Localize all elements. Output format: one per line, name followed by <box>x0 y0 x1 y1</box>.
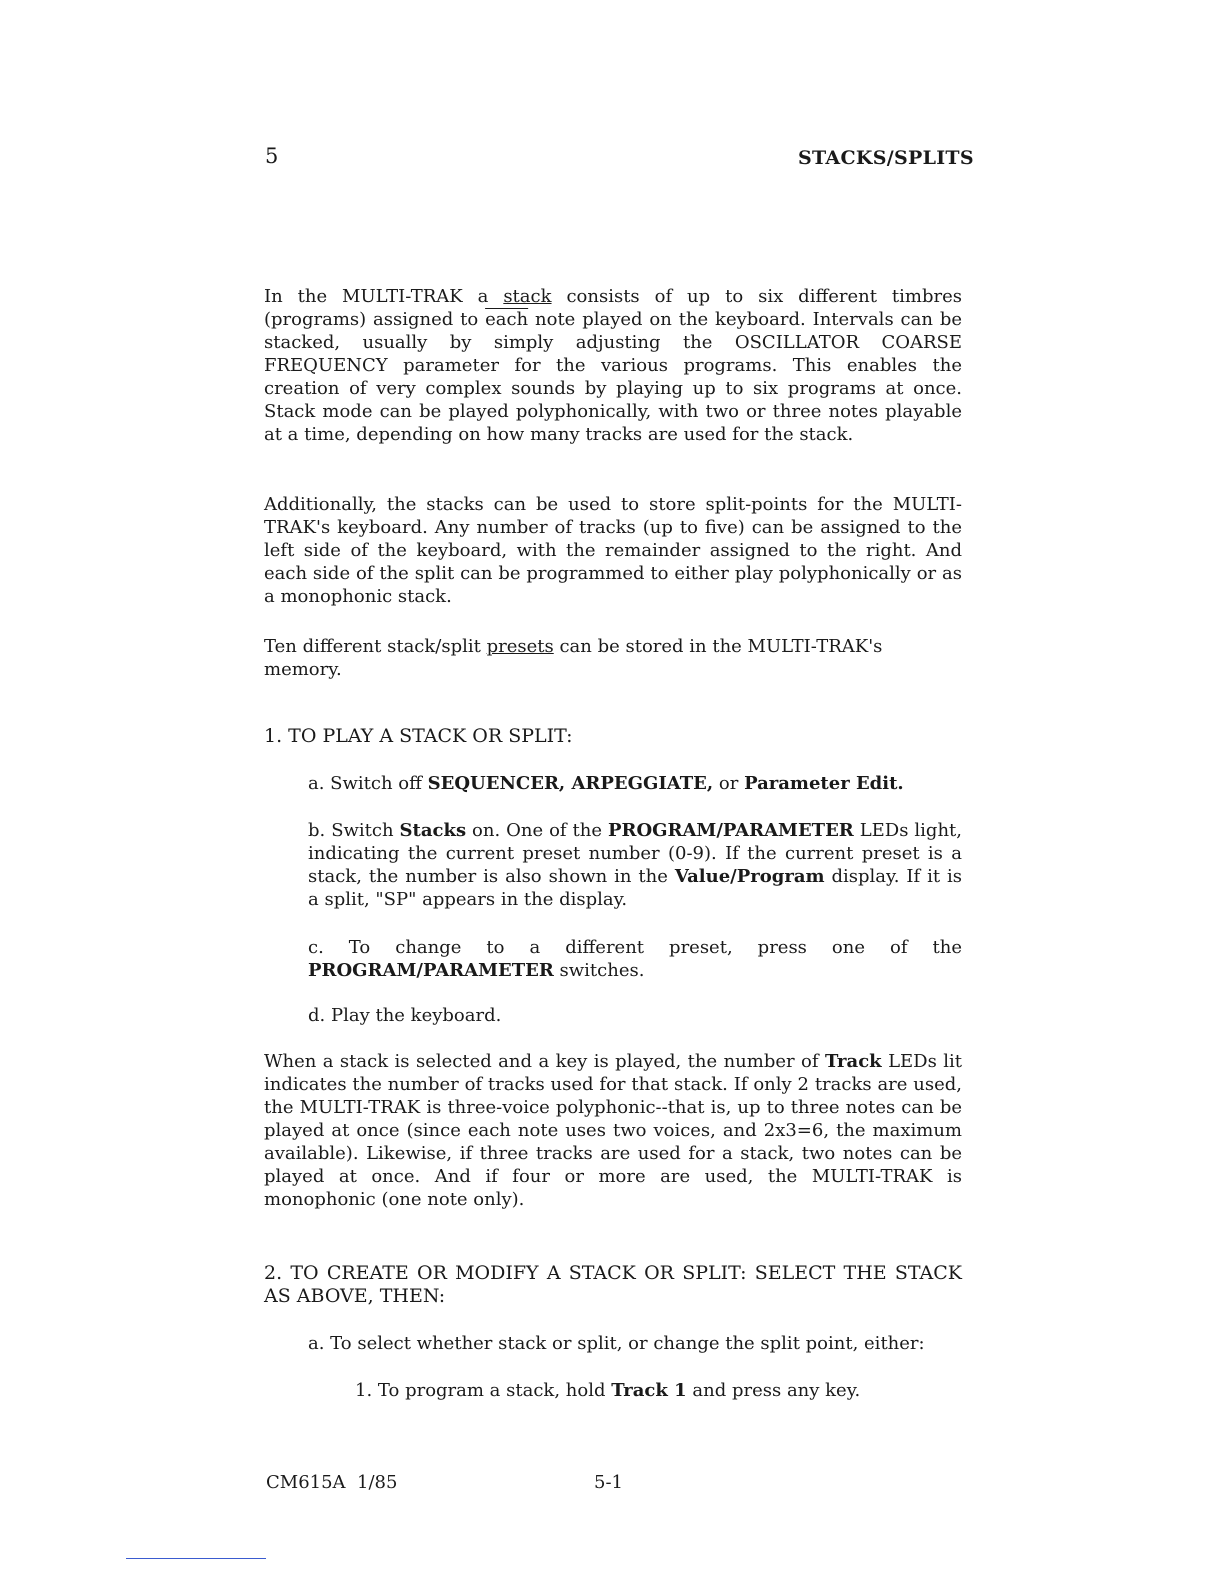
bold-term: Value/Program <box>674 866 825 887</box>
voices-paragraph <box>264 1050 962 1211</box>
footer-rule <box>126 1558 266 1559</box>
text-run: b. Switch <box>308 820 400 841</box>
text-run: can be stored in the MULTI-TRAK's memory. <box>264 636 883 680</box>
footer-doc-code: CM615A 1/85 <box>266 1472 398 1493</box>
step-1a <box>308 772 962 795</box>
text-run: consists of up to six different timbres (programs) assigned to <box>264 286 962 330</box>
text-run: note played on the keyboard. Intervals can be stacked, usually by simply adjusting the OSCILLATOR COARSE FREQUENCY parameter for the various programs. This enables the creation of very complex sounds by playing up to six programs at once. Stack mode can be played polyphonically, with two or three notes playable at a time, depending on how many tracks are used for the stack. <box>264 309 962 445</box>
text-run: Ten different stack/split <box>264 636 487 657</box>
bold-term: Track <box>824 1051 882 1072</box>
step-2a: a. To select whether stack or split, or change the split point, either: <box>308 1333 925 1354</box>
text-run: c. To change to a different preset, press one of the <box>308 937 962 958</box>
underlined-term-presets: presets <box>486 636 554 657</box>
text-run: switches. <box>553 960 645 981</box>
overlined-term-each: each <box>485 309 529 330</box>
header-page-number: 5 <box>265 144 279 168</box>
text-run: on. One of the <box>466 820 608 841</box>
bold-term: Track 1 <box>611 1380 687 1401</box>
header-title: STACKS/SPLITS <box>798 147 974 169</box>
text-run: and press any key. <box>686 1380 861 1401</box>
text-run: display. If it is a split, "SP" appears in the display. <box>308 866 962 910</box>
bold-term: PROGRAM/PARAMETER <box>308 960 554 981</box>
step-2a-1 <box>355 1379 962 1402</box>
text-run: In the MULTI-TRAK a <box>264 286 504 307</box>
bold-term: PROGRAM/PARAMETER <box>607 820 854 841</box>
text-run: LEDs lit indicates the number of tracks used for that stack. If only 2 tracks are used, the MULTI-TRAK is three-voice polyphonic--that is, up to three notes can be played at once (since each note uses two voices, and 2x3=6, the maximum available). Likewise, if three tracks are used for a stack, two notes can be played at once. And if four or more are used, the MULTI-TRAK is monophonic (one note only). <box>264 1051 963 1210</box>
text-run: 1. To program a stack, hold <box>355 1380 612 1401</box>
bold-term: SEQUENCER, ARPEGGIATE, <box>427 773 714 794</box>
section2-heading: 2. TO CREATE OR MODIFY A STACK OR SPLIT: SELECT THE STACK AS ABOVE, THEN: <box>264 1262 962 1307</box>
intro-paragraph <box>264 285 962 446</box>
step-1c <box>308 936 962 982</box>
text-run: a. Switch off <box>308 773 428 794</box>
section1-heading: 1. TO PLAY A STACK OR SPLIT: <box>264 725 573 747</box>
text-run: LEDs light, indicating the current preset number (0-9). If the current preset is a stack, the number is also shown in the <box>308 820 962 887</box>
underlined-term-stack: stack <box>503 286 552 307</box>
step-1b <box>308 819 962 911</box>
bold-term: Stacks <box>399 820 467 841</box>
bold-term: Parameter Edit. <box>744 773 904 794</box>
split-paragraph: Additionally, the stacks can be used to store split-points for the MULTI-TRAK's keyboard. Any number of tracks (up to five) can be assigned to the left side of the keyboard, with the remainder assigned to the right. And each side of the split can be programmed to either play polyphonically or as a monophonic stack. <box>264 494 962 607</box>
text-run: When a stack is selected and a key is played, the number of <box>264 1051 825 1072</box>
text-run: or <box>713 773 745 794</box>
footer-page-number: 5-1 <box>594 1472 623 1493</box>
presets-paragraph <box>264 635 962 681</box>
step-1d: d. Play the keyboard. <box>308 1005 502 1026</box>
